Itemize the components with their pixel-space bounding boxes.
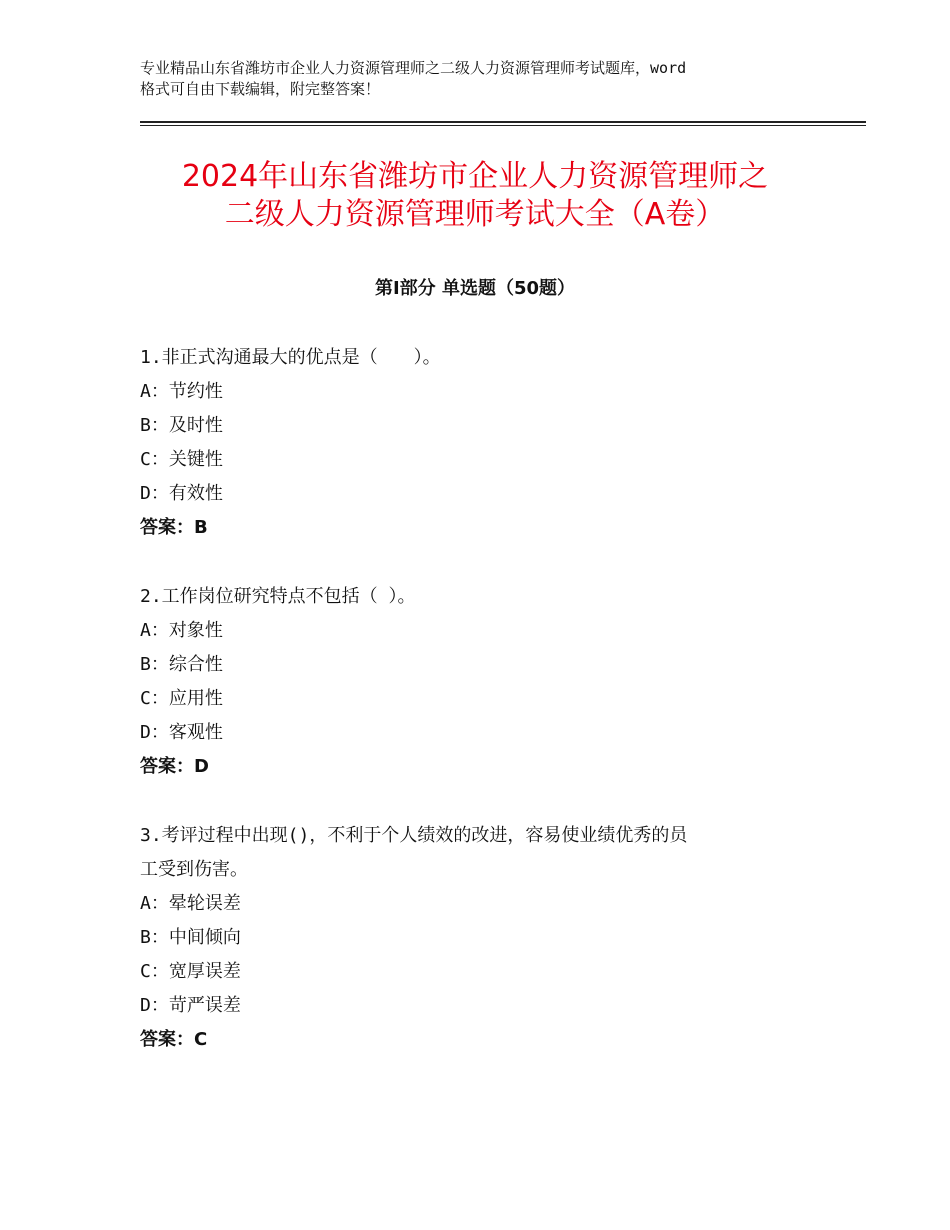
question-stem: 2.工作岗位研究特点不包括（ ）。 — [140, 586, 416, 607]
option-a: A：对象性 — [140, 620, 223, 641]
document-title-line-2: 二级人力资源管理师考试大全（A卷） — [224, 197, 726, 232]
option-c: C：应用性 — [140, 688, 223, 709]
option-d: D：有效性 — [140, 483, 223, 504]
option-a: A：节约性 — [140, 381, 223, 402]
answer: 答案：B — [140, 517, 208, 538]
document-title-line-1: 2024年山东省潍坊市企业人力资源管理师之 — [181, 159, 769, 194]
option-b: B：中间倾向 — [140, 927, 241, 948]
header-divider-thin — [140, 125, 866, 126]
option-d: D：苛严误差 — [140, 995, 241, 1016]
header-note — [140, 58, 830, 100]
option-b: B：及时性 — [140, 415, 223, 436]
header-note-line-1: 专业精品山东省潍坊市企业人力资源管理师之二级人力资源管理师考试题库，word — [140, 59, 687, 77]
answer: 答案：C — [140, 1029, 208, 1050]
document-title — [100, 158, 850, 234]
question-3 — [140, 819, 840, 1057]
option-c: C：宽厚误差 — [140, 961, 241, 982]
option-d: D：客观性 — [140, 722, 223, 743]
header-note-line-2: 格式可自由下载编辑，附完整答案！ — [140, 80, 381, 98]
option-c: C：关键性 — [140, 449, 223, 470]
question-2 — [140, 580, 840, 784]
question-stem-line-1: 3.考评过程中出现()，不利于个人绩效的改进，容易使业绩优秀的员 — [140, 825, 688, 846]
question-stem: 1.非正式沟通最大的优点是（ ）。 — [140, 347, 441, 368]
section-heading: 第Ⅰ部分 单选题（50题） — [374, 278, 575, 299]
answer: 答案：D — [140, 756, 209, 777]
option-a: A：晕轮误差 — [140, 893, 241, 914]
question-1 — [140, 341, 840, 545]
header-divider — [140, 121, 866, 127]
question-stem-line-2: 工受到伤害。 — [140, 859, 248, 880]
header-divider-thick — [140, 121, 866, 123]
option-b: B：综合性 — [140, 654, 223, 675]
